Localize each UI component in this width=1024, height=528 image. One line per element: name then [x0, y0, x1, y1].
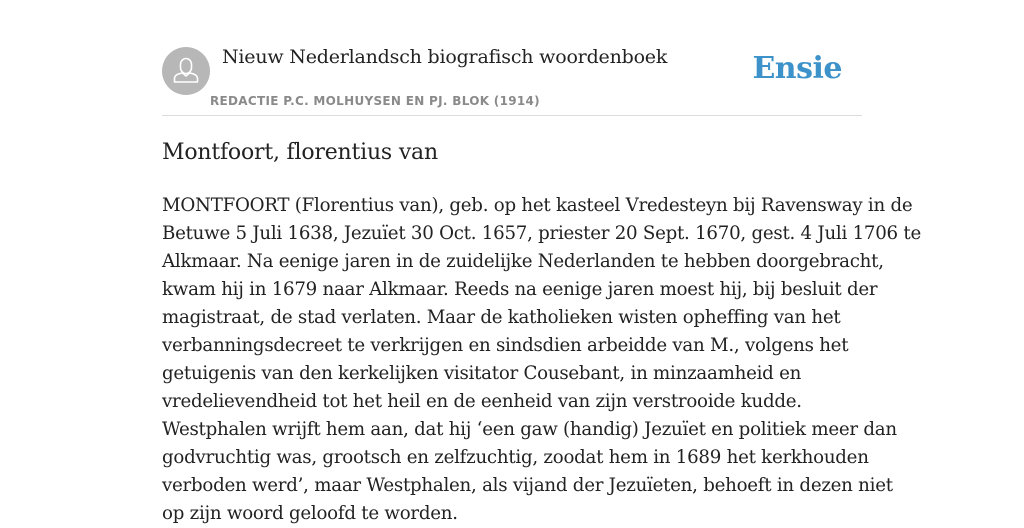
header: [162, 0, 862, 116]
source-editors: REDACTIE P.C. MOLHUYSEN EN PJ. BLOK (1914): [210, 94, 540, 108]
source-avatar: [162, 47, 210, 95]
source-title[interactable]: Nieuw Nederlandsch biografisch woordenboek: [222, 46, 668, 68]
user-icon: [162, 47, 210, 95]
entry-title: Montfoort, florentius van: [162, 140, 438, 165]
entry-line: Westphalen wrijft hem aan, dat hij ‘een gaw (handig) Jezuïet en politiek meer dan: [162, 419, 897, 440]
entry-line: MONTFOORT (Florentius van), geb. op het kasteel Vredesteyn bij Ravensway in de: [162, 195, 913, 216]
entry-line: godvruchtig was, grootsch en zelfzuchtig, zoodat hem in 1689 het kerkhouden: [162, 447, 869, 468]
entry-line: verbanningsdecreet te verkrijgen en sindsdien arbeidde van M., volgens het: [162, 335, 849, 356]
entry-line: kwam hij in 1679 naar Alkmaar. Reeds na eenige jaren moest hij, bij besluit der: [162, 279, 878, 300]
ensie-logo-link[interactable]: Ensie: [752, 51, 842, 86]
entry-line: getuigenis van den kerkelijken visitator Cousebant, in minzaamheid en: [162, 363, 802, 384]
entry-line: vredelievendheid tot het heil en de eenheid van zijn verstrooide kudde.: [162, 391, 802, 412]
entry-line: Betuwe 5 Juli 1638, Jezuïet 30 Oct. 1657, priester 20 Sept. 1670, gest. 4 Juli 1706 te: [162, 223, 921, 244]
entry-line: Alkmaar. Na eenige jaren in de zuidelijke Nederlanden te hebben doorgebracht,: [162, 251, 884, 272]
entry-line: verboden werd’, maar Westphalen, als vijand der Jezuïeten, behoeft in dezen niet: [162, 475, 893, 496]
entry-body: [162, 192, 921, 528]
entry-line: magistraat, de stad verlaten. Maar de katholieken wisten opheffing van het: [162, 307, 841, 328]
entry-line: op zijn woord geloofd te worden.: [162, 503, 458, 524]
